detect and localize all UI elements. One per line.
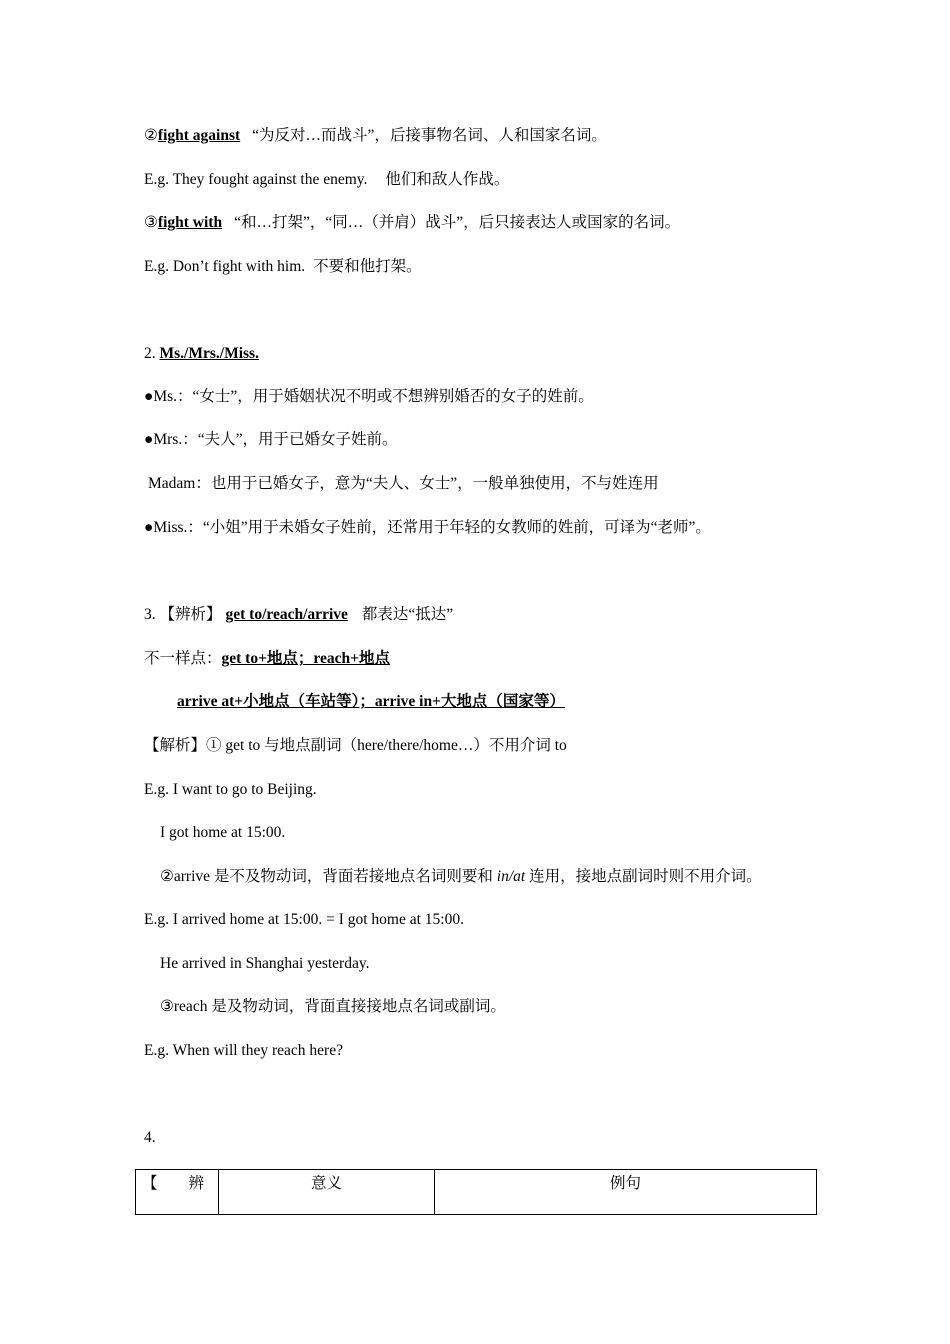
analysis-line-3: ③reach 是及物动词，背面直接接地点名词或副词。 bbox=[160, 998, 506, 1015]
difference-line-2 bbox=[177, 692, 565, 712]
tag-jiexi: 【解析】 bbox=[144, 737, 207, 754]
example-en: E.g. Don’t fight with him. bbox=[144, 258, 306, 275]
example-line bbox=[144, 257, 422, 277]
example-cn: 不要和他打架。 bbox=[313, 258, 422, 275]
difference-rule-1: get to+地点；reach+地点 bbox=[221, 650, 390, 667]
example-cn: 他们和敌人作战。 bbox=[385, 171, 510, 188]
fight-against-line bbox=[144, 126, 607, 146]
circled-number: ③ bbox=[144, 214, 158, 231]
analysis-line-2 bbox=[160, 867, 762, 887]
analysis-line-1 bbox=[144, 736, 567, 756]
section-heading bbox=[144, 344, 259, 364]
example-line: E.g. I arrived home at 15:00. = I got home at 15:00. bbox=[144, 911, 464, 928]
section-intro: 都表达“抵达” bbox=[361, 606, 454, 623]
mrs-line: ●Mrs.：“夫人”，用于已婚女子姓前。 bbox=[144, 431, 398, 448]
tag-bianxi: 【辨析】 bbox=[159, 606, 222, 623]
example-line: I got home at 15:00. bbox=[160, 824, 286, 841]
example-line: E.g. When will they reach here? bbox=[144, 1042, 343, 1059]
difference-line bbox=[144, 649, 390, 669]
table-header-cell: 意义 bbox=[219, 1170, 435, 1215]
table-header-cell: 【 辨 bbox=[136, 1170, 219, 1215]
analysis-text: 连用，接地点副词时则不用介词。 bbox=[525, 868, 762, 885]
definition-text: “和…打架”，“同…（并肩）战斗”，后只接表达人或国家的名词。 bbox=[234, 214, 681, 231]
section-number: 4. bbox=[144, 1129, 156, 1146]
difference-label: 不一样点： bbox=[144, 650, 222, 667]
table-header-cell: 例句 bbox=[435, 1170, 817, 1215]
example-line: He arrived in Shanghai yesterday. bbox=[160, 955, 370, 972]
circled-number: ② bbox=[144, 127, 158, 144]
example-line bbox=[144, 170, 509, 190]
ms-line: ●Ms.：“女士”，用于婚姻状况不明或不想辨别婚否的女子的姓前。 bbox=[144, 388, 594, 405]
fight-with-line bbox=[144, 213, 680, 233]
comparison-table bbox=[135, 1169, 817, 1215]
analysis-text: ① get to 与地点副词（here/there/home…）不用介词 to bbox=[206, 737, 567, 754]
madam-line: Madam：也用于已婚女子，意为“夫人、女士”，一般单独使用，不与姓连用 bbox=[148, 475, 659, 492]
definition-text: “为反对…而战斗”，后接事物名词、人和国家名词。 bbox=[252, 127, 607, 144]
section-heading bbox=[144, 605, 453, 625]
term-fight-with: fight with bbox=[157, 214, 223, 231]
analysis-text: ②arrive 是不及物动词，背面若接地点名词则要和 bbox=[160, 868, 497, 885]
analysis-italic: in/at bbox=[496, 868, 526, 885]
table-header-row bbox=[136, 1170, 817, 1215]
section-number: 3. bbox=[144, 606, 156, 623]
section-title: Ms./Mrs./Miss. bbox=[159, 345, 259, 362]
example-line: E.g. I want to go to Beijing. bbox=[144, 781, 317, 798]
difference-rule-2: arrive at+小地点（车站等）；arrive in+大地点（国家等） bbox=[177, 693, 565, 710]
miss-line: ●Miss.：“小姐”用于未婚女子姓前，还常用于年轻的女教师的姓前，可译为“老师”。 bbox=[144, 519, 711, 536]
example-en: E.g. They fought against the enemy. bbox=[144, 171, 368, 188]
term-fight-against: fight against bbox=[157, 127, 241, 144]
section-number: 2. bbox=[144, 345, 156, 362]
section-term: get to/reach/arrive bbox=[225, 606, 348, 623]
